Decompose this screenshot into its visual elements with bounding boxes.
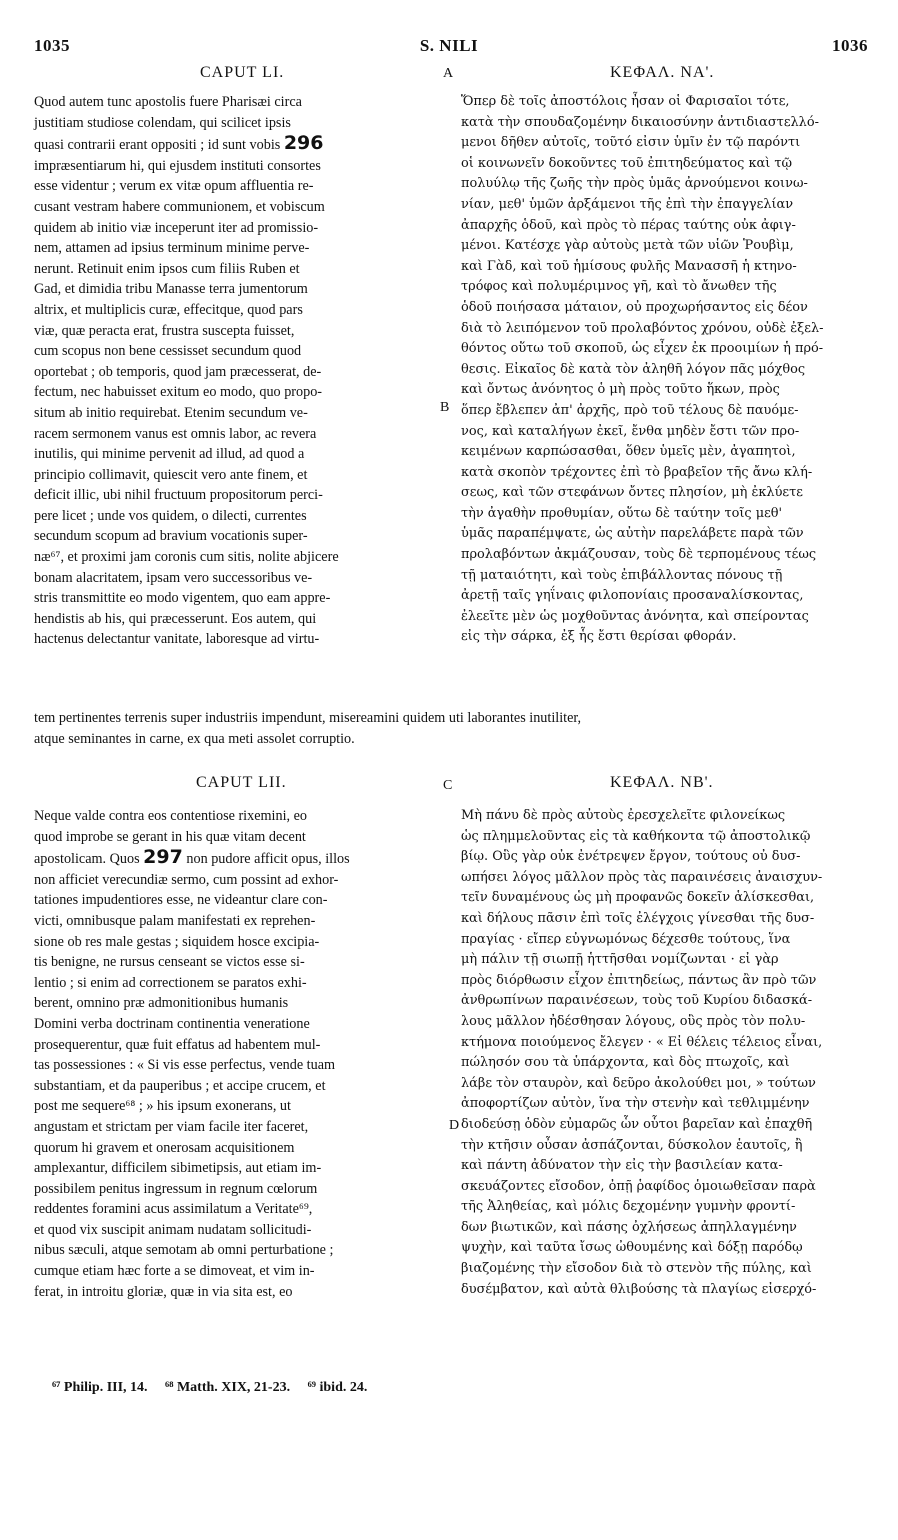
latin-line: angustam et strictam per viam facile iter faceret, [34,1118,309,1135]
column-number-right: 1036 [832,36,868,55]
latin-line: situm ab initio requirebat. Etenim secundum ve- [34,404,308,421]
latin-line: victi, omnibusque palam manifestati ex reprehen- [34,912,316,929]
latin-line: substantiam, et da pauperibus ; et accipe crucem, et [34,1077,326,1094]
margin-letter-d: D [449,1118,460,1133]
greek-line: τεῖν δυναμένους ὡς μὴ προφανῶς δοκεῖν ἁλίσκεσθαι, [461,890,815,906]
latin-line: Neque valde contra eos contentiose rixemini, eo [34,808,308,824]
footnote: ⁶⁸ Matth. XIX, 21-23. [165,1380,291,1395]
greek-line: θεσις. Εἰκαῖος δὲ κατὰ τὸν ἀληθῆ λόγον πᾶς μόχθος [461,361,806,377]
latin-line: viæ, quæ peracta erat, frustra suscepta fuisset, [34,322,295,339]
latin-line: quod improbe se gerant in his quæ vitam decent [34,828,306,845]
latin-line: tis benigne, ne rursus censeant se victos esse si- [34,954,305,971]
latin-line-text: quasi contrarii erant oppositi ; id sunt vobis [34,137,281,154]
latin-chapter-title-52: CAPUT LII. [196,774,287,791]
greek-line: Ὅπερ δὲ τοῖς ἀποστόλοις ἦσαν οἱ Φαρισαῖοι τότε, [461,94,790,109]
greek-line: καὶ Γὰδ, καὶ τοῦ ἡμίσους φυλῆς Μανασσῆ ἡ κτηνο- [461,258,797,274]
column-marker-number: 297 [143,846,183,869]
greek-line: τρόφος καὶ πολυμέριμνος γῆ, καὶ τὸ ἄνωθεν τῆς [461,279,777,295]
footnote: ⁶⁹ ibid. 24. [307,1380,368,1395]
greek-line: νος, καὶ καταλήγων ἐκεῖ, ἔνθα μηδὲν ἔστι τῶν προ- [461,423,800,439]
latin-line: nerunt. Retinuit enim ipsos cum filiis Ruben et [34,260,300,277]
latin-line: sione ob res male gestas ; siquidem hosce excipia- [34,933,320,950]
latin-line: stris transmittite eo modo vigentem, quo eam appre- [34,590,331,607]
latin-line: ferat, in introitu gloriæ, quæ in via sita est, eo [34,1283,293,1300]
greek-line: ἀποφορτίζων αὐτὸν, ἵνα τὴν στενὴν καὶ τεθλιμμένην [461,1096,810,1112]
latin-line: et quod vix suscipit animam nudatam sollicitudi- [34,1221,312,1238]
greek-line: οἱ κοινωνεῖν δοκοῦντες τοῦ ἐπιτηδεύματος καὶ τῷ [461,155,793,171]
latin-line: possibilem penitus ingressum in regnum cœlorum [34,1180,318,1197]
greek-line: σεως, καὶ τῶν στεφάνων ὄντες πλησίον, μὴ ἐκλύετε [461,485,803,501]
greek-line: μένοι. Κατέσχε γὰρ αὐτοὺς μετὰ τῶν υἱῶν Ῥουβὶμ, [461,238,794,254]
latin-line: prosequerentur, quæ fuit effatus ad habentem mul- [34,1036,321,1053]
greek-line: ὁδοῦ ποιήσασα μάταιον, οὐ προχωρήσαντος εἰς δέον [461,299,808,315]
margin-letter-a: A [443,66,454,81]
greek-line: κτήμονα ποιούμενος ἔλεγεν · « Εἰ θέλεις τέλειος εἶναι, [461,1034,823,1050]
greek-line: διὰ τὸ λειπόμενον τοῦ προλαβόντος χρόνου, οὐδὲ ἐξελ- [461,320,824,336]
latin-column-52 [34,806,454,1302]
latin-line: quidem ab initio viæ inceperunt iter ad promissio- [34,219,319,236]
latin-chapter-title-51: CAPUT LI. [200,64,285,81]
greek-line: προλαβόντων ἀκμάζουσαν, τοὺς δὲ τερπομένους τέως [461,547,817,563]
greek-column-51 [461,92,865,648]
latin-line [34,133,454,156]
latin-line: quorum hi gravem et onerosam acquisitionem [34,1139,295,1156]
greek-line: πολυύλῳ τῆς ζωῆς τὴν πρὸς ὑμᾶς ἀρνούμενοι κοινω- [461,176,808,192]
greek-line: ὅπερ ἔβλεπεν ἀπ' ἀρχῆς, πρὸ τοῦ τέλους δὲ παυόμε- [461,402,799,418]
latin-line: esse videntur ; verum ex vitæ opum affluentia re- [34,178,314,195]
latin-line: tem pertinentes terrenis super industriis impendunt, misereamini quidem uti laborantes inutiliter, [34,710,582,726]
latin-line: racem sermonem vanus est omnis labor, ac revera [34,425,317,442]
latin-line: secundum scopum ad bravium vocationis super- [34,528,308,545]
greek-line: πώλησόν σου τὰ ὑπάρχοντα, καὶ δὸς πτωχοῖς, καὶ [461,1055,790,1071]
latin-line: pere licet ; unde vos quidem, o dilecti, currentes [34,507,307,524]
greek-line: μενοι δῆθεν αὐτοῖς, τοῦτό εἰσιν ὑμῖν ἐν τῷ παρόντι [461,135,801,151]
greek-line: τὴν ἀγαθὴν προθυμίαν, οὕτω δὲ ταύτην τοῖς μεθ' [461,505,783,521]
latin-line-text: apostolicam. Quos [34,851,140,868]
latin-line: cusant vestram habere communionem, et vobiscum [34,198,325,215]
latin-line: berent, omnino præ admonitionibus humanis [34,995,289,1012]
greek-line: λάβε τὸν σταυρὸν, καὶ δεῦρο ἀκολούθει μοι, » τούτων [461,1075,816,1091]
latin-line: nibus sæculi, atque semotam ab omni perturbatione ; [34,1242,334,1259]
latin-line: post me sequere⁶⁸ ; » his ipsum exonerans, ut [34,1098,291,1115]
latin-line: deficit illic, ubi nihil fructuum propositorum perci- [34,487,323,504]
greek-line: ὡς πλημμελοῦντας εἰς τὰ καθήκοντα τῷ ἀποστολικῷ [461,828,811,844]
greek-line: καὶ ὄντως ἀνόνητος ὁ μὴ πρὸς τοῦτο ἥκων, πρὸς [461,382,780,398]
greek-line: τῆς Ἀληθείας, καὶ μόλις δεχομένην γυμνὴν φροντί- [461,1199,796,1215]
latin-line: non afficiet verecundiæ sermo, cum possint ad exhor- [34,871,339,888]
greek-line: βίῳ. Οὓς γὰρ οὐκ ἐνέτρεψεν ἔργον, τούτους οὐ δυσ- [461,849,801,865]
margin-letter-b: B [440,400,450,415]
column-marker-number: 296 [283,132,324,155]
latin-line: Gad, et dimidia tribu Manasse terra jumentorum [34,281,308,298]
latin-line [34,847,454,870]
greek-line: διοδεύσῃ ὁδὸν εὐμαρῶς ὧν οὗτοι βαρεῖαν καὶ ἐπαχθῆ [461,1116,813,1132]
greek-line: τῇ ματαιότητι, καὶ τοὺς ἐπιβάλλοντας πόνους τῇ [461,567,783,583]
greek-line: σκευάζοντες εἴσοδον, ὀπῇ ῥαφίδος ὁμοιωθεῖσαν παρὰ [461,1178,816,1194]
footnote: ⁶⁷ Philip. III, 14. [52,1380,148,1395]
latin-line: tationes impudentiores esse, ne videantur clare con- [34,892,328,909]
latin-line: tas possessiones : « Si vis esse perfectus, vende tuam [34,1057,336,1074]
greek-line: καὶ δήλους πᾶσιν ἐπὶ τοῖς ἐλέγχοις γίνεσθαι τῆς δυσ- [461,910,815,926]
latin-line: principio collimavit, quiescit vero ante finem, et [34,466,308,483]
latin-line: nem, attamen ad ipsius terminum minime perve- [34,240,310,257]
greek-line: ἀρετῇ ταῖς γηΐναις φιλοπονίαις προσαναλίσκοντας, [461,588,804,604]
latin-line: oportebat ; ob temporis, quod jam præcesserat, de- [34,363,322,380]
latin-line: justitiam studiose colendam, qui scilicet ipsis [34,114,291,131]
greek-line: τὴν κτῆσιν οὖσαν ἀσπάζονται, δύσκολον ἑαυτοῖς, ἢ [461,1137,803,1153]
latin-line: næ⁶⁷, et proximi jam coronis cum sitis, nolite abjicere [34,549,339,566]
greek-line: ἀπαρχῆς ὁδοῦ, καὶ πρὸς τὸ πέρας ταύτης οὐκ ἀφιγ- [461,217,796,233]
latin-line: inutilis, qui minime pervenit ad illud, ad quod a [34,446,305,463]
page-title: S. NILI [419,36,479,55]
latin-line: reddentes foramini acus assimilatum a Veritate⁶⁹, [34,1201,313,1218]
latin-line: cum scopus non bene cessisset secundum quod [34,343,302,360]
greek-line: δων βιωτικῶν, καὶ πάσης ὀχλήσεως ἀπηλλαγμένην [461,1219,797,1235]
column-number-left: 1035 [34,36,70,55]
latin-line: hactenus delectantur vanitate, laboresque ad virtu- [34,631,320,648]
greek-line: πρὸς διόρθωσιν εἶχον ἐπιτηδείως, πάντως ἂν πρὸ τῶν [461,972,817,988]
greek-line: μὴ πάλιν τῇ σιωπῇ ἡττῆσθαι νομίζωνται · εἰ γὰρ [461,952,779,968]
greek-line: ὑμᾶς παραπέμψατε, ὡς αὐτὴν παρελάβετε παρὰ τῶν [461,526,804,542]
latin-line-text: non pudore afficit opus, illos [186,851,350,868]
greek-line: λους μᾶλλον ἠδέσθησαν λόγους, οὓς πρὸς τὸν πολυ- [461,1013,806,1029]
greek-column-52 [461,806,865,1300]
margin-letter-c: C [443,778,453,793]
greek-line: νίαν, μεθ' ὑμῶν ἀρξάμενοι τῆς ἐπὶ τὴν ἐπαγγελίαν [461,196,794,212]
greek-line: ωπήσει λόγος μᾶλλον πρὸς τὰς παραινέσεις ἀναισχυν- [461,869,823,885]
greek-line: κειμένων καρπώσασθαι, ὅθεν ὑμεῖς μὲν, ἀγαπητοὶ, [461,444,796,460]
latin-line: Quod autem tunc apostolis fuere Pharisæi circa [34,94,302,110]
latin-line: fectum, nec habuisset exitum eo modo, quo propo- [34,384,323,401]
greek-line: θόντος οὕτω τοῦ σκοποῦ, ὡς εἶχεν ἐκ προοιμίων ἡ πρό- [461,341,824,357]
greek-line: ἀνθρωπίνων παραινέσεων, τοὺς τοῦ Κυρίου διδασκά- [461,993,813,1009]
latin-line: cumque etiam hæc forte a se dimoveat, et vim in- [34,1263,315,1280]
greek-line: δυσέμβατον, καὶ αὐτὰ θλιβούσης τὰ πλαγίως εἰσερχό- [461,1281,817,1297]
greek-line: κατὰ σκοπὸν τρέχοντες ἐπὶ τὸ βραβεῖον τῆς ἄνω κλή- [461,464,813,480]
greek-line: καὶ πάντη ἀδύνατον τὴν εἰς τὴν βασιλείαν κατα- [461,1158,783,1174]
greek-line: κατὰ τὴν σπουδαζομένην δικαιοσύνην ἀντιδιαστελλό- [461,114,819,130]
footnotes [52,1380,381,1396]
greek-chapter-title-52: ΚΕΦΑΛ. ΝΒ'. [610,774,714,791]
greek-chapter-title-51: ΚΕΦΑΛ. ΝΑ'. [610,64,715,81]
greek-line: εἰς τὴν σάρκα, ἐξ ἧς ἔστι θερίσαι φθοράν. [461,629,737,645]
latin-line: Domini verba doctrinam continentia veneratione [34,1015,310,1032]
latin-line: hendistis ab his, qui præcesserunt. Eos autem, qui [34,610,317,627]
greek-line: ψυχὴν, καὶ ταῦτα ἴσως ὠθουμένης καὶ δόξῃ παρόδῳ [461,1240,803,1256]
latin-line: amplexantur, difficilem sibimetipsis, aut etiam im- [34,1160,322,1177]
latin-full-width-continuation [34,708,865,749]
latin-line: bonam alacritatem, ipsam vero successoribus ve- [34,569,313,586]
greek-line: Μὴ πάνυ δὲ πρὸς αὐτοὺς ἐρεσχελεῖτε φιλονείκως [461,808,786,823]
latin-line: atque seminantes in carne, ex qua meti assolet corruptio. [34,730,355,747]
latin-line: altrix, et multiplicis curæ, effecitque, quod pars [34,301,303,318]
latin-line: lentio ; si enim ad correctionem se paratos exhi- [34,974,307,991]
greek-line: πραγίας · εἴπερ εὐγνωμόνως δέχεσθε τούτους, ἵνα [461,931,791,947]
latin-line: impræsentiarum hi, qui ejusdem instituti consortes [34,157,321,174]
greek-line: ἐλεεῖτε μὲν ὡς μοχθοῦντας ἀνόνητα, καὶ σπείροντας [461,608,809,624]
greek-line: βιαζομένης τὴν εἴσοδον διὰ τὸ στενὸν τῆς πύλης, καὶ [461,1261,812,1277]
latin-column-51 [34,92,454,650]
